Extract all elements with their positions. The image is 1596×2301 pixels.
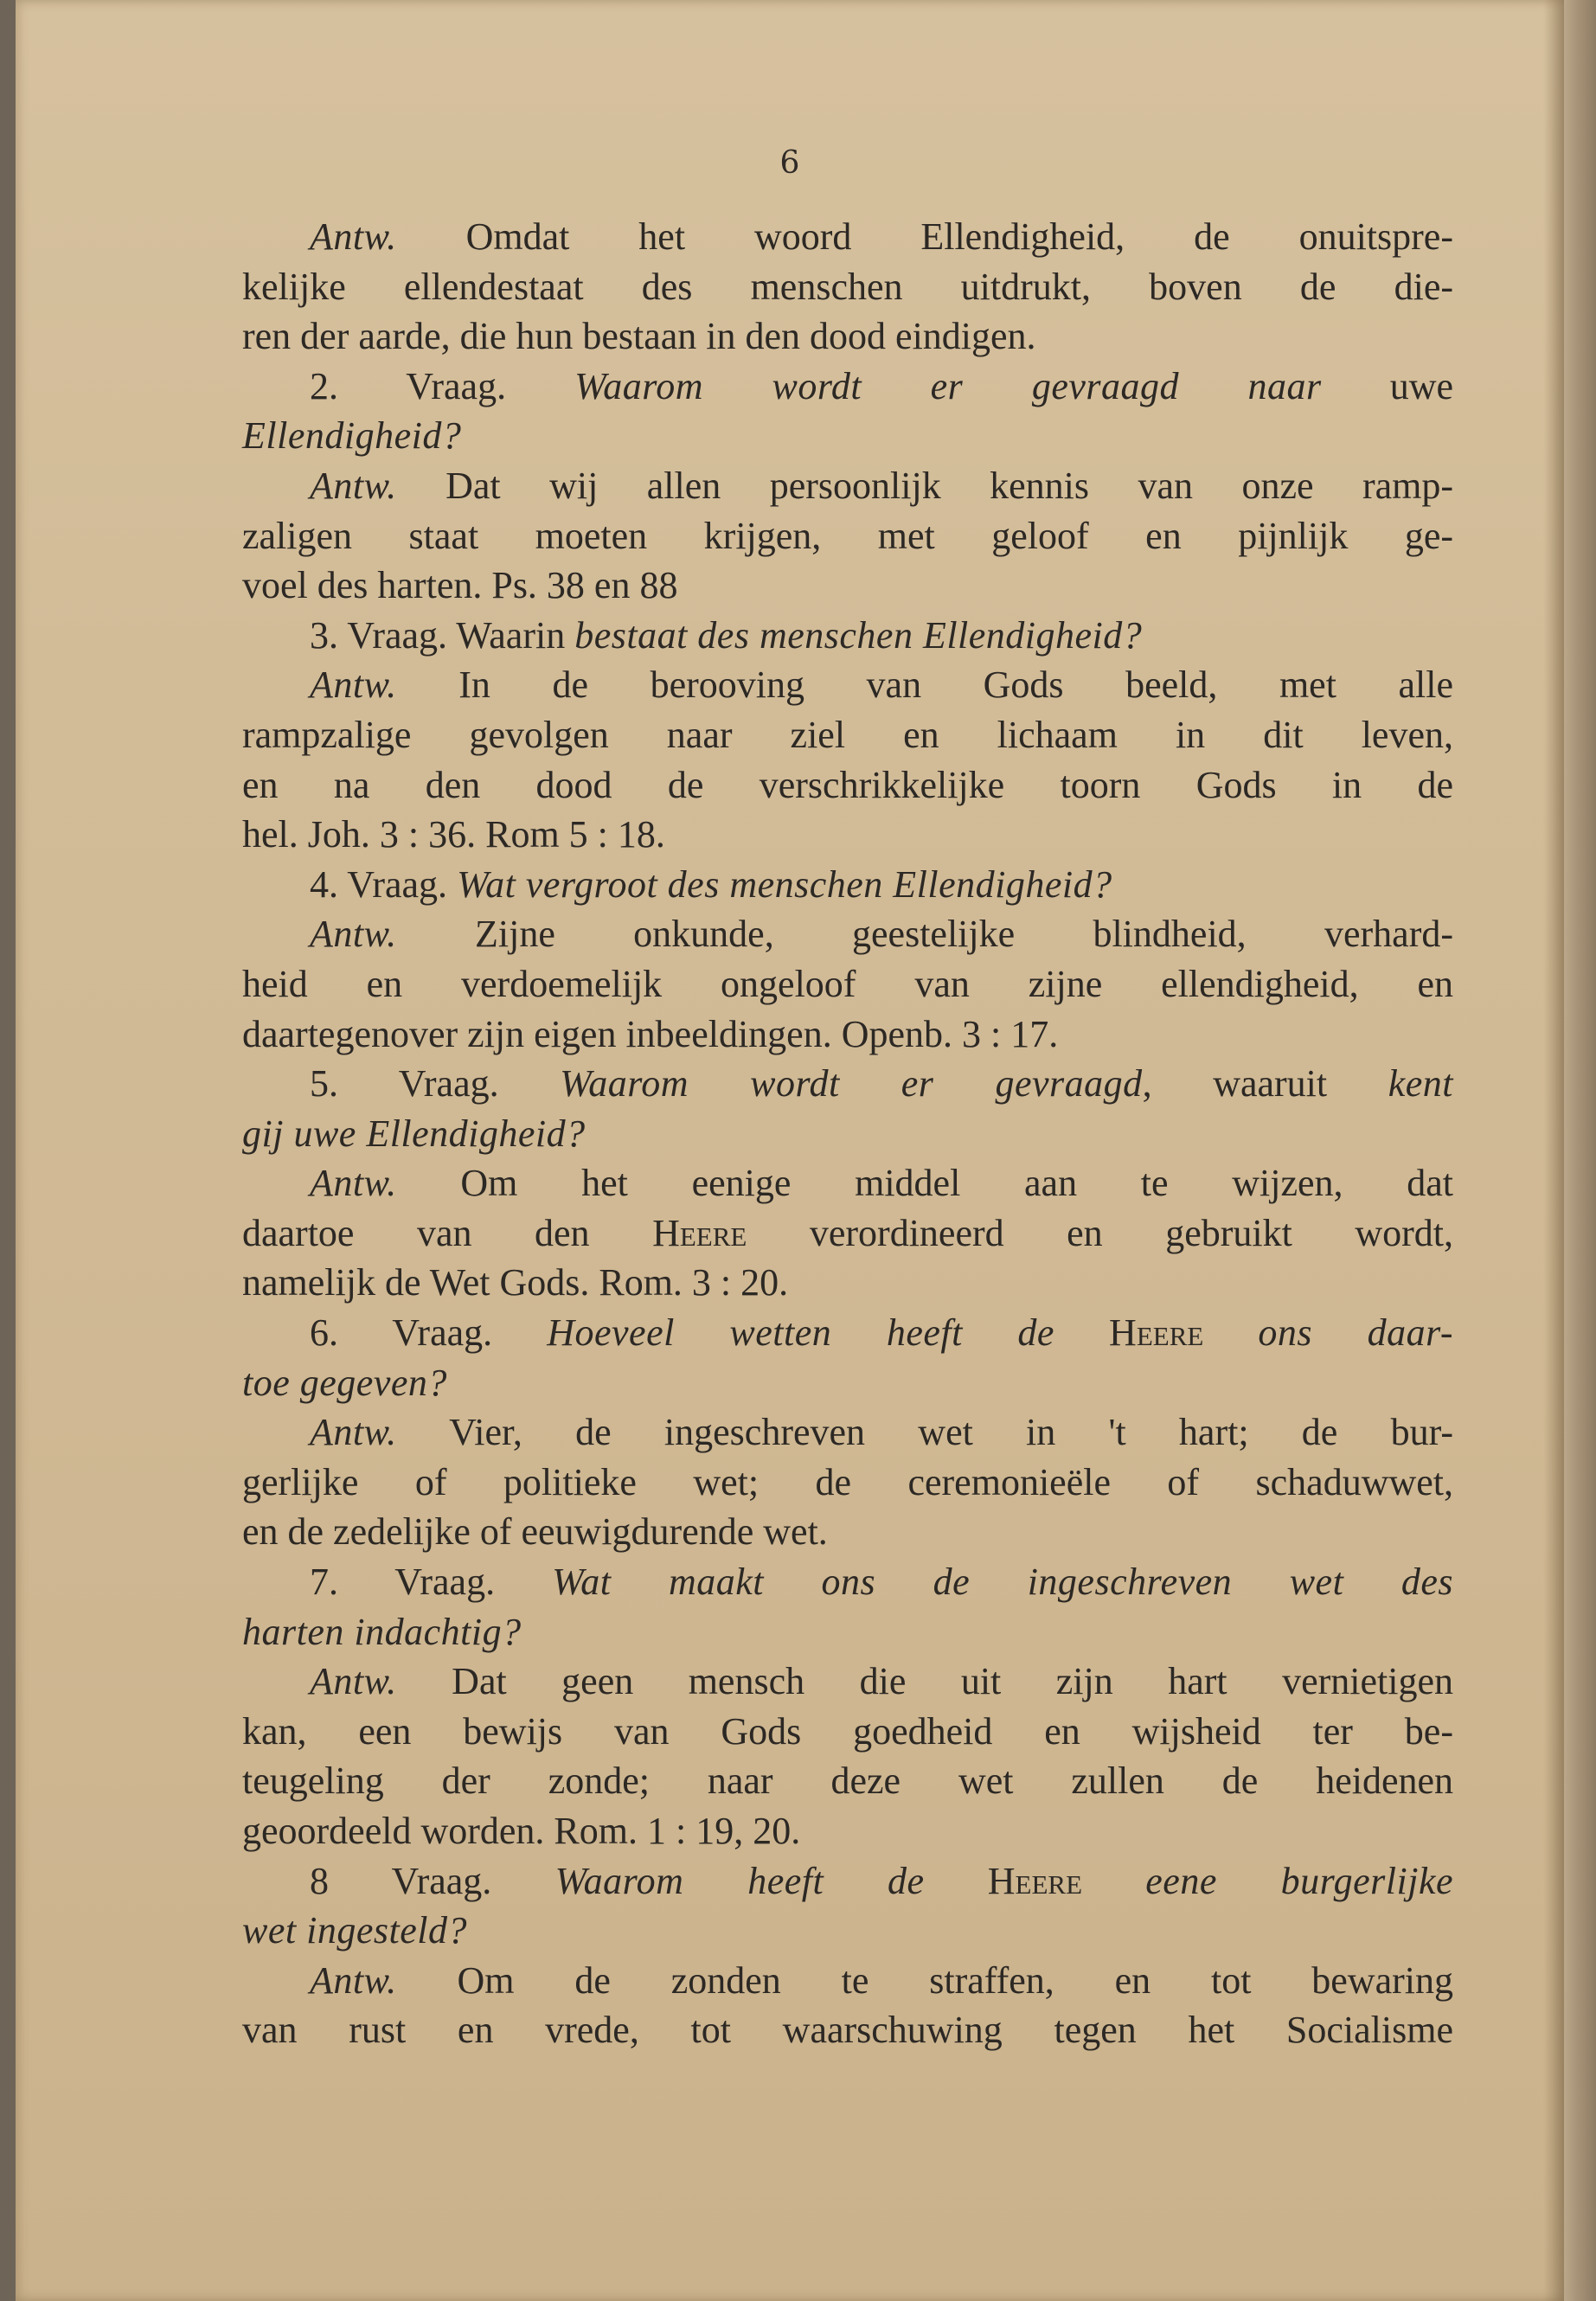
text-line: geoordeeld worden. Rom. 1 : 19, 20. (242, 1810, 801, 1852)
text-line: heid en verdoemelijk ongeloof van zijne ellendigheid, en (242, 962, 1453, 1005)
text-line: namelijk de Wet Gods. Rom. 3 : 20. (242, 1261, 789, 1304)
text-line: Antw. Omdat het woord Ellendigheid, de onuitspre- (310, 215, 1453, 258)
answer-4: Antw. Zijne onkunde, geestelijke blindheid, verhard- (310, 913, 1453, 956)
book-edge (1564, 0, 1596, 2301)
text-line: kan, een bewijs van Gods goedheid en wijsheid ter be- (242, 1709, 1453, 1753)
text-line: daartegenover zijn eigen inbeeldingen. Openb. 3 : 17. (242, 1012, 1059, 1055)
text-line: gerlijke of politieke wet; de ceremonieële of schaduwwet, (242, 1460, 1453, 1503)
text-line: harten indachtig? (242, 1610, 522, 1653)
text-line: en na den dood de verschrikkelijke toorn Gods in de (242, 763, 1453, 806)
question-5: 5. Vraag. Waarom wordt er gevraagd, waaruit kent (310, 1062, 1453, 1106)
question-7: 7. Vraag. Wat maakt ons de ingeschreven wet des (310, 1561, 1453, 1604)
answer-8: Antw. Om de zonden te straffen, en tot bewaring (310, 1958, 1453, 2002)
text-line: Ellendigheid? (242, 414, 462, 458)
text-line: daartoe van den Heere verordineerd en gebruikt wordt, (242, 1211, 1453, 1254)
text-line: rampzalige gevolgen naar ziel en lichaam in dit leven, (242, 713, 1453, 756)
question-8: 8 Vraag. Waarom heeft de Heere eene burgerlijke (310, 1859, 1453, 1902)
text-line: toe gegeven? (242, 1361, 447, 1404)
answer-5: Antw. Om het eenige middel aan te wijzen, dat (310, 1162, 1453, 1205)
page-number: 6 (779, 145, 800, 181)
text-line: zaligen staat moeten krijgen, met geloof en pijnlijk ge- (242, 514, 1453, 557)
text-line: voel des harten. Ps. 38 en 88 (242, 564, 678, 607)
question-2: 2. Vraag. Waarom wordt er gevraagd naar uwe (310, 364, 1453, 407)
text-line: van rust en vrede, tot waarschuwing tegen het Socialisme (242, 2009, 1453, 2052)
text-line: gij uwe Ellendigheid? (242, 1112, 586, 1155)
answer-6: Antw. Vier, de ingeschreven wet in 't hart; de bur- (310, 1411, 1453, 1454)
question-6: 6. Vraag. Hoeveel wetten heeft de Heere ons daar- (310, 1311, 1453, 1355)
text-line: ren der aarde, die hun bestaan in den dood eindigen. (242, 315, 1036, 358)
text-line: wet ingesteld? (242, 1909, 467, 1952)
text-line: kelijke ellendestaat des menschen uitdrukt, boven de die- (242, 265, 1453, 308)
catechism-text (242, 212, 1453, 2055)
answer-2: Antw. Dat wij allen persoonlijk kennis van onze ramp- (310, 464, 1453, 507)
text-line: en de zedelijke of eeuwigdurende wet. (242, 1510, 828, 1554)
question-4: 4. Vraag. Wat vergroot des menschen Ellendigheid? (310, 862, 1112, 906)
answer-7: Antw. Dat geen mensch die uit zijn hart vernietigen (310, 1660, 1453, 1703)
text-line: teugeling der zonde; naar deze wet zullen de heidenen (242, 1759, 1453, 1803)
text-line: hel. Joh. 3 : 36. Rom 5 : 18. (242, 813, 665, 856)
question-3: 3. Vraag. Waarin bestaat des menschen Ellendigheid? (310, 613, 1143, 657)
book-page (16, 0, 1564, 2301)
answer-3: Antw. In de berooving van Gods beeld, met alle (310, 663, 1453, 707)
